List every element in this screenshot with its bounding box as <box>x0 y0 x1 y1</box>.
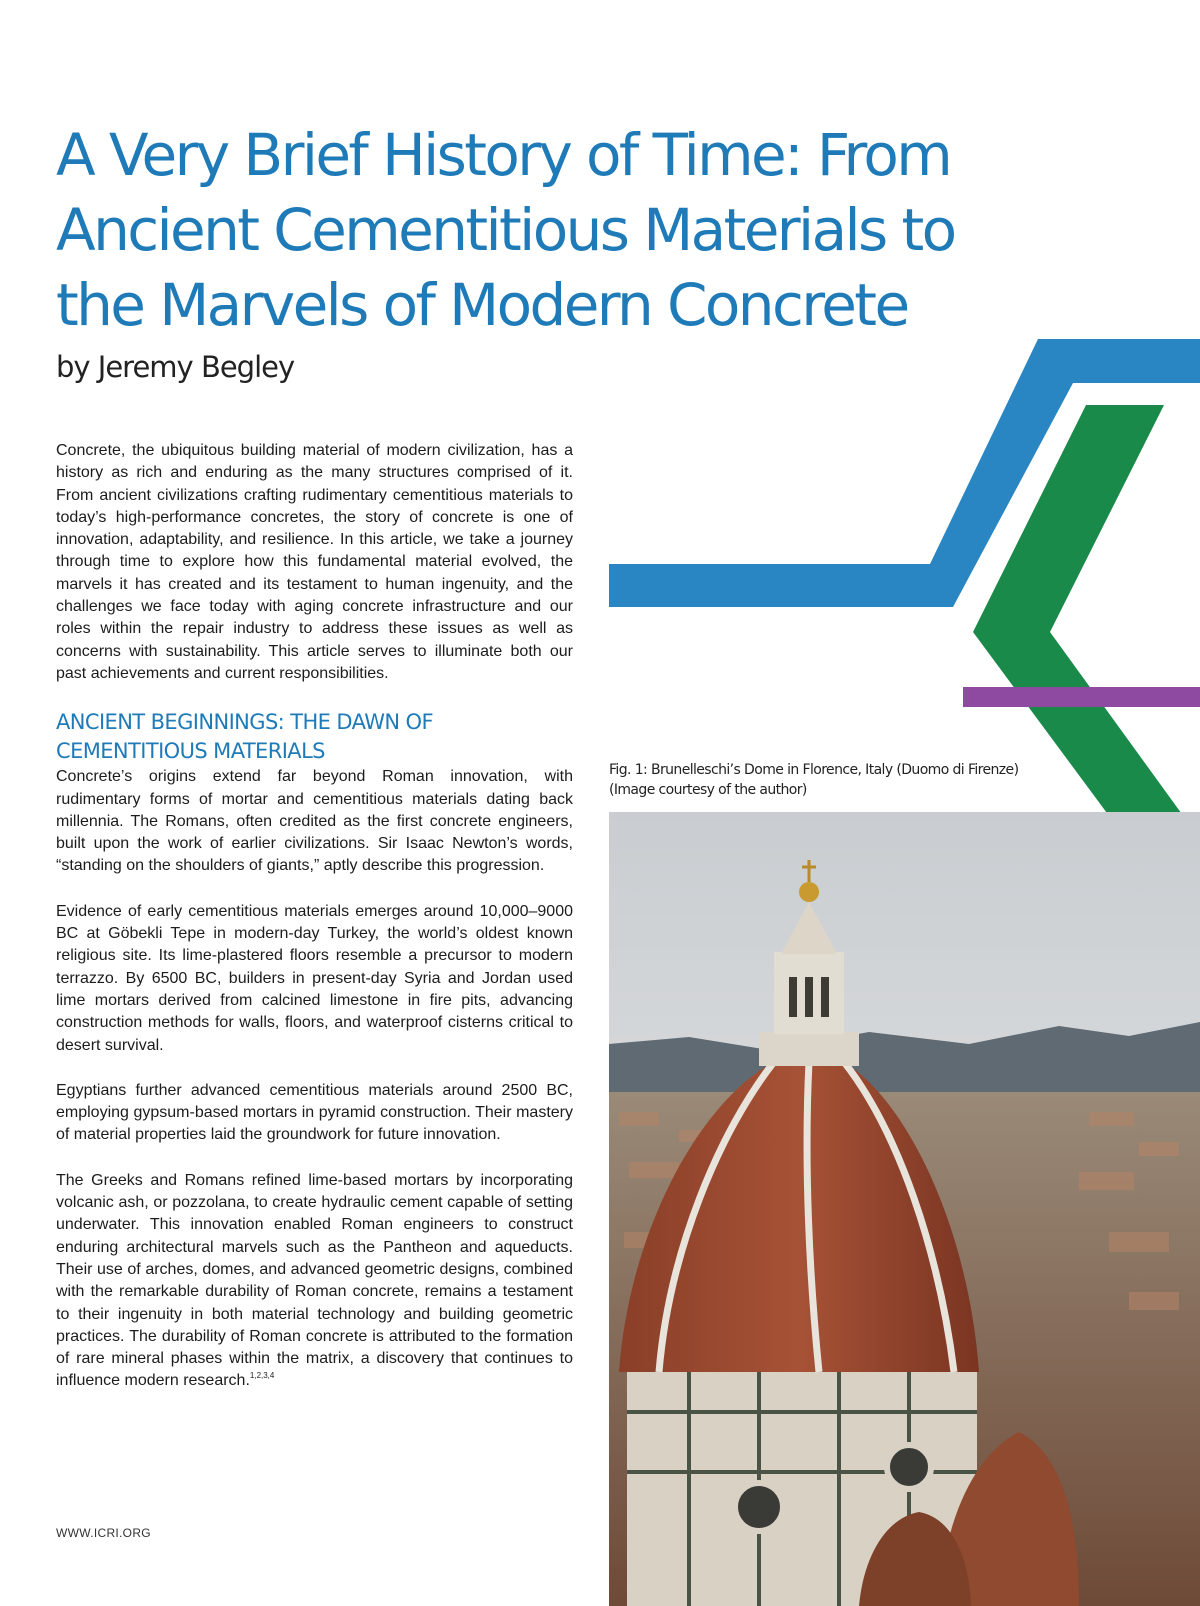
duomo-photo <box>609 812 1200 1606</box>
title-line: Ancient Cementitious Materials to <box>56 196 955 264</box>
footnote-references: 1,2,3,4 <box>249 1371 275 1381</box>
golden-ball <box>799 882 819 902</box>
lantern-windows <box>789 977 829 1017</box>
author-byline: by Jeremy Begley <box>56 350 295 384</box>
body-paragraph-text: The Greeks and Romans refined lime-based mortars by incorporating volcanic ash, or pozzolana, to create hydraulic cement capable of setting underwater. This innovation enabled Roman engineers to construct enduring architectural marvels such as the Pantheon and aqueducts. Their use of arches, domes, and advanced geometric designs, combined with the remarkable durability of Roman concrete, remains a testament to their ingenuity in both material technology and building geometric practices. The durability of Roman concrete is attributed to the formation of rare mineral phases within the matrix, a discovery that continues to influence modern research. <box>56 1171 573 1390</box>
title-line: the Marvels of Modern Concrete <box>56 271 908 339</box>
caption-line: (Image courtesy of the author) <box>609 782 807 798</box>
body-paragraph: Egyptians further advanced cementitious materials around 2500 BC, employing gypsum-based mortars in pyramid construction. Their mastery of material properties laid the groundwork for future innovation. <box>56 1081 573 1144</box>
figure-caption <box>609 760 1069 800</box>
body-paragraph <box>56 1170 573 1393</box>
title-line: A Very Brief History of Time: From <box>56 121 951 189</box>
oculus-window <box>735 1483 783 1531</box>
purple-bar <box>963 687 1200 707</box>
body-paragraph: Evidence of early cementitious materials emerges around 10,000–9000 BC at Göbekli Tepe in modern-day Turkey, the world’s oldest known religious site. Its lime-plastered floors resemble a precursor to modern terrazzo. By 6500 BC, builders in present-day Syria and Jordan used lime mortars derived from calcined limestone in fire pits, advancing construction methods for walls, floors, and waterproof cisterns critical to desert survival. <box>56 902 573 1054</box>
section-heading: ANCIENT BEGINNINGS: THE DAWN OF CEMENTITIOUS MATERIALS <box>56 710 433 764</box>
lantern-base <box>759 1032 859 1066</box>
caption-line: Fig. 1: Brunelleschi’s Dome in Florence, Italy (Duomo di Firenze) <box>609 762 1019 778</box>
oculus-window <box>887 1445 931 1489</box>
body-paragraph: Concrete’s origins extend far beyond Roman innovation, with rudimentary forms of mortar and cementitious materials dating back millennia. The Romans, often credited as the first concrete engineers, built upon the work of earlier civilizations. Sir Isaac Newton’s words, “standing on the shoulders of giants,” aptly describe this progression. <box>56 768 573 875</box>
intro-paragraph: Concrete, the ubiquitous building material of modern civilization, has a history as rich and enduring as the many structures comprised of it. From ancient civilizations crafting rudimentary cementitious materials to today’s high-performance concretes, the story of concrete is one of innovation, adaptability, and resilience. In this article, we take a journey through time to explore how this fundamental material evolved, the marvels it has created and its testament to human ingenuity, and the challenges we face today with aging concrete infrastructure and our roles within the repair industry to address these issues as well as concerns with sustainability. This article serves to illuminate both our past achievements and current responsibilities. <box>56 442 573 682</box>
article-body <box>56 440 573 1416</box>
footer-website: WWW.ICRI.ORG <box>56 1526 151 1540</box>
